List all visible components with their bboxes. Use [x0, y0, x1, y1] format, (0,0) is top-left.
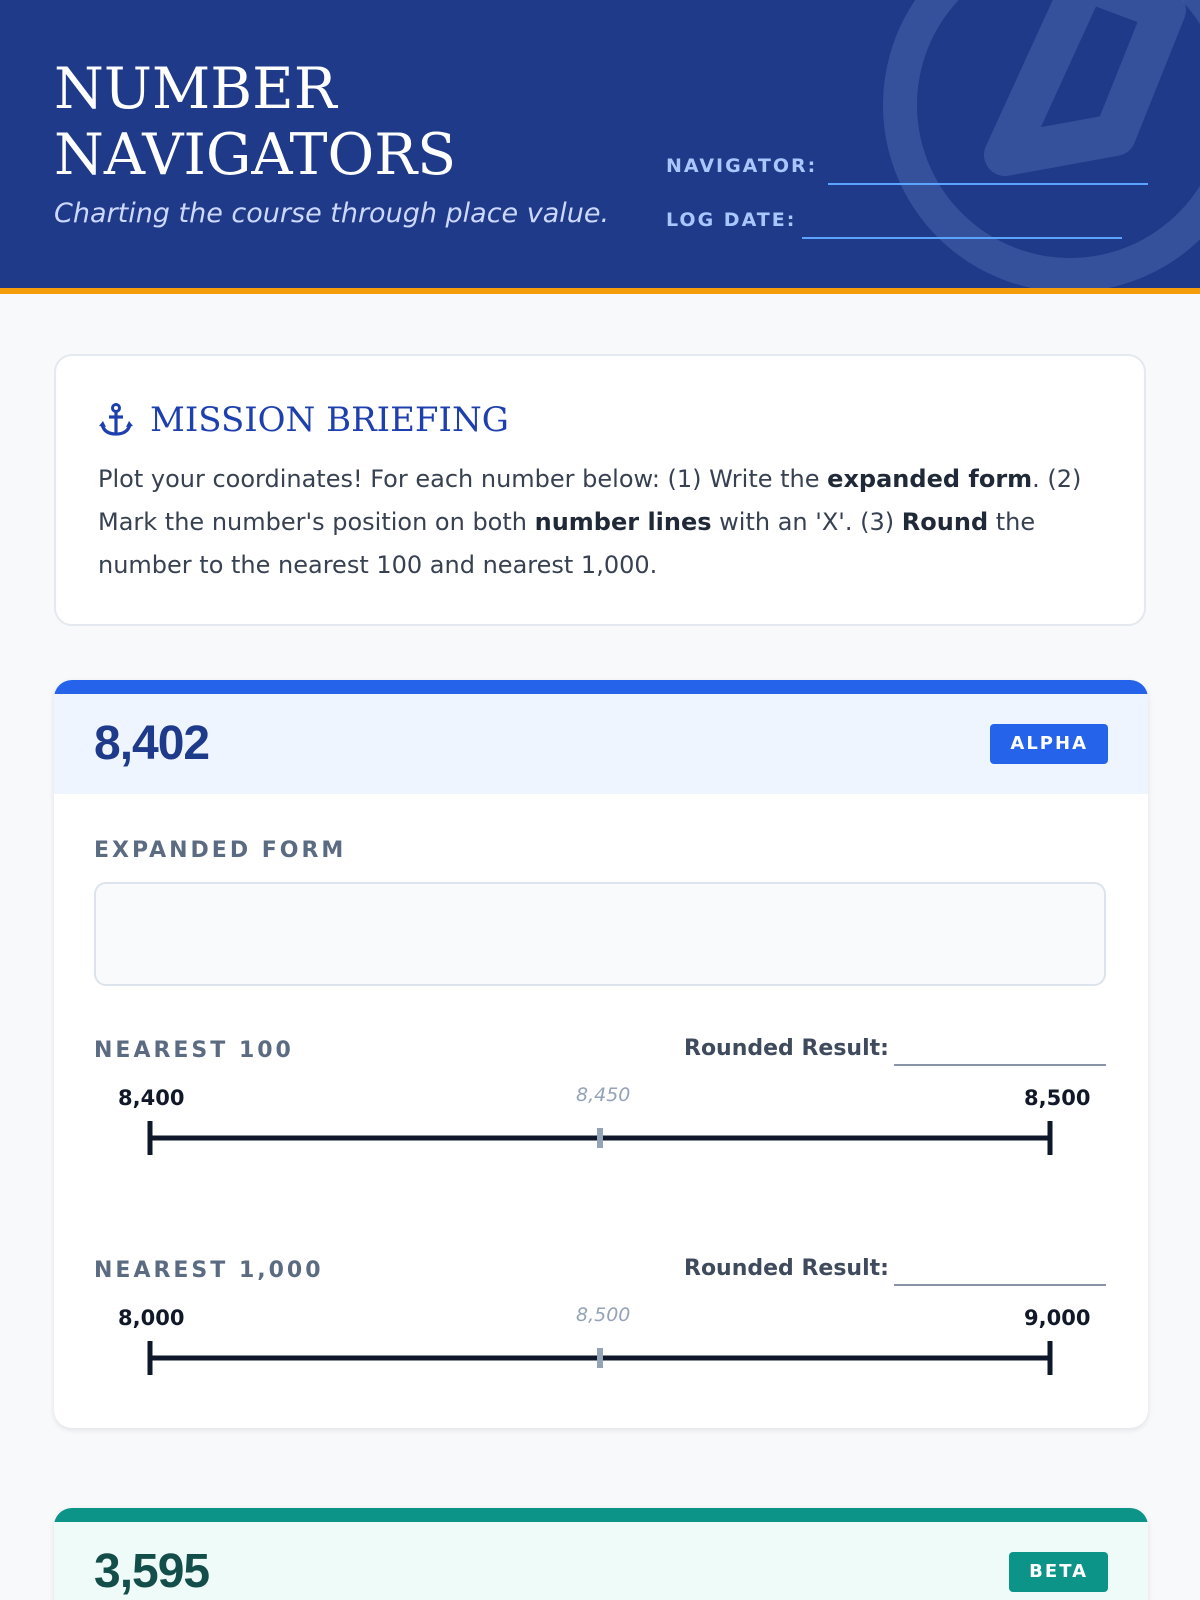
- compass-icon: [880, 0, 1200, 294]
- card-accent-bar: [54, 680, 1148, 694]
- briefing-title: MISSION BRIEFING: [150, 400, 509, 440]
- anchor-icon: [98, 402, 134, 438]
- navigator-label: NAVIGATOR:: [666, 155, 818, 177]
- expanded-form-input[interactable]: [94, 882, 1106, 986]
- nearest-1000-label: NEAREST 1,000: [94, 1258, 324, 1283]
- number-line-end-label: 9,000: [1024, 1306, 1091, 1330]
- briefing-bold-round: Round: [901, 508, 989, 536]
- card-accent-bar: [54, 1508, 1148, 1522]
- page-title: [54, 56, 614, 188]
- briefing-bold-expanded-form: expanded form: [827, 465, 1033, 493]
- number-line-start-label: 8,400: [118, 1086, 185, 1110]
- card-header: [54, 1522, 1148, 1600]
- expanded-form-label: EXPANDED FORM: [94, 838, 347, 863]
- briefing-text-4: the number to the nearest 100 and nearest 1,000.: [98, 508, 1036, 579]
- number-line-mid-tick: [597, 1128, 603, 1148]
- rounded-result-label: Rounded Result:: [684, 1256, 889, 1281]
- number-line-1000[interactable]: [134, 1336, 1074, 1380]
- rounded-result-1000-field[interactable]: [894, 1284, 1106, 1286]
- problem-card-alpha: [54, 680, 1148, 1428]
- title-line-2: NAVIGATORS: [54, 122, 457, 188]
- number-line-mid-tick: [597, 1348, 603, 1368]
- page-header: [0, 0, 1200, 294]
- problem-number: 3,595: [94, 1545, 210, 1598]
- navigator-field[interactable]: [828, 183, 1148, 185]
- number-line-mid-label: 8,500: [576, 1304, 631, 1326]
- log-date-label: LOG DATE:: [666, 209, 797, 231]
- rounded-result-label: Rounded Result:: [684, 1036, 889, 1061]
- briefing-text-3: with an 'X'. (3): [711, 508, 902, 536]
- problem-card-beta: [54, 1508, 1148, 1600]
- title-line-1: NUMBER: [54, 56, 337, 122]
- number-line-mid-label: 8,450: [576, 1084, 631, 1106]
- number-line-start-label: 8,000: [118, 1306, 185, 1330]
- briefing-text-1: Plot your coordinates! For each number below: (1) Write the: [98, 465, 828, 493]
- number-line-end-label: 8,500: [1024, 1086, 1091, 1110]
- nearest-100-label: NEAREST 100: [94, 1038, 294, 1063]
- number-line-100[interactable]: [134, 1116, 1074, 1160]
- card-header: [54, 694, 1148, 794]
- briefing-header: [98, 400, 509, 440]
- mission-briefing-card: [54, 354, 1146, 626]
- problem-badge: BETA: [1009, 1552, 1108, 1592]
- log-date-field[interactable]: [802, 237, 1122, 239]
- briefing-bold-number-lines: number lines: [534, 508, 712, 536]
- problem-number: 8,402: [94, 717, 210, 770]
- briefing-instructions: [98, 458, 1108, 587]
- problem-badge: ALPHA: [990, 724, 1108, 764]
- rounded-result-100-field[interactable]: [894, 1064, 1106, 1066]
- briefing-text-2: . (2) Mark the number's position on both: [98, 465, 1082, 536]
- tagline: Charting the course through place value.: [54, 198, 610, 229]
